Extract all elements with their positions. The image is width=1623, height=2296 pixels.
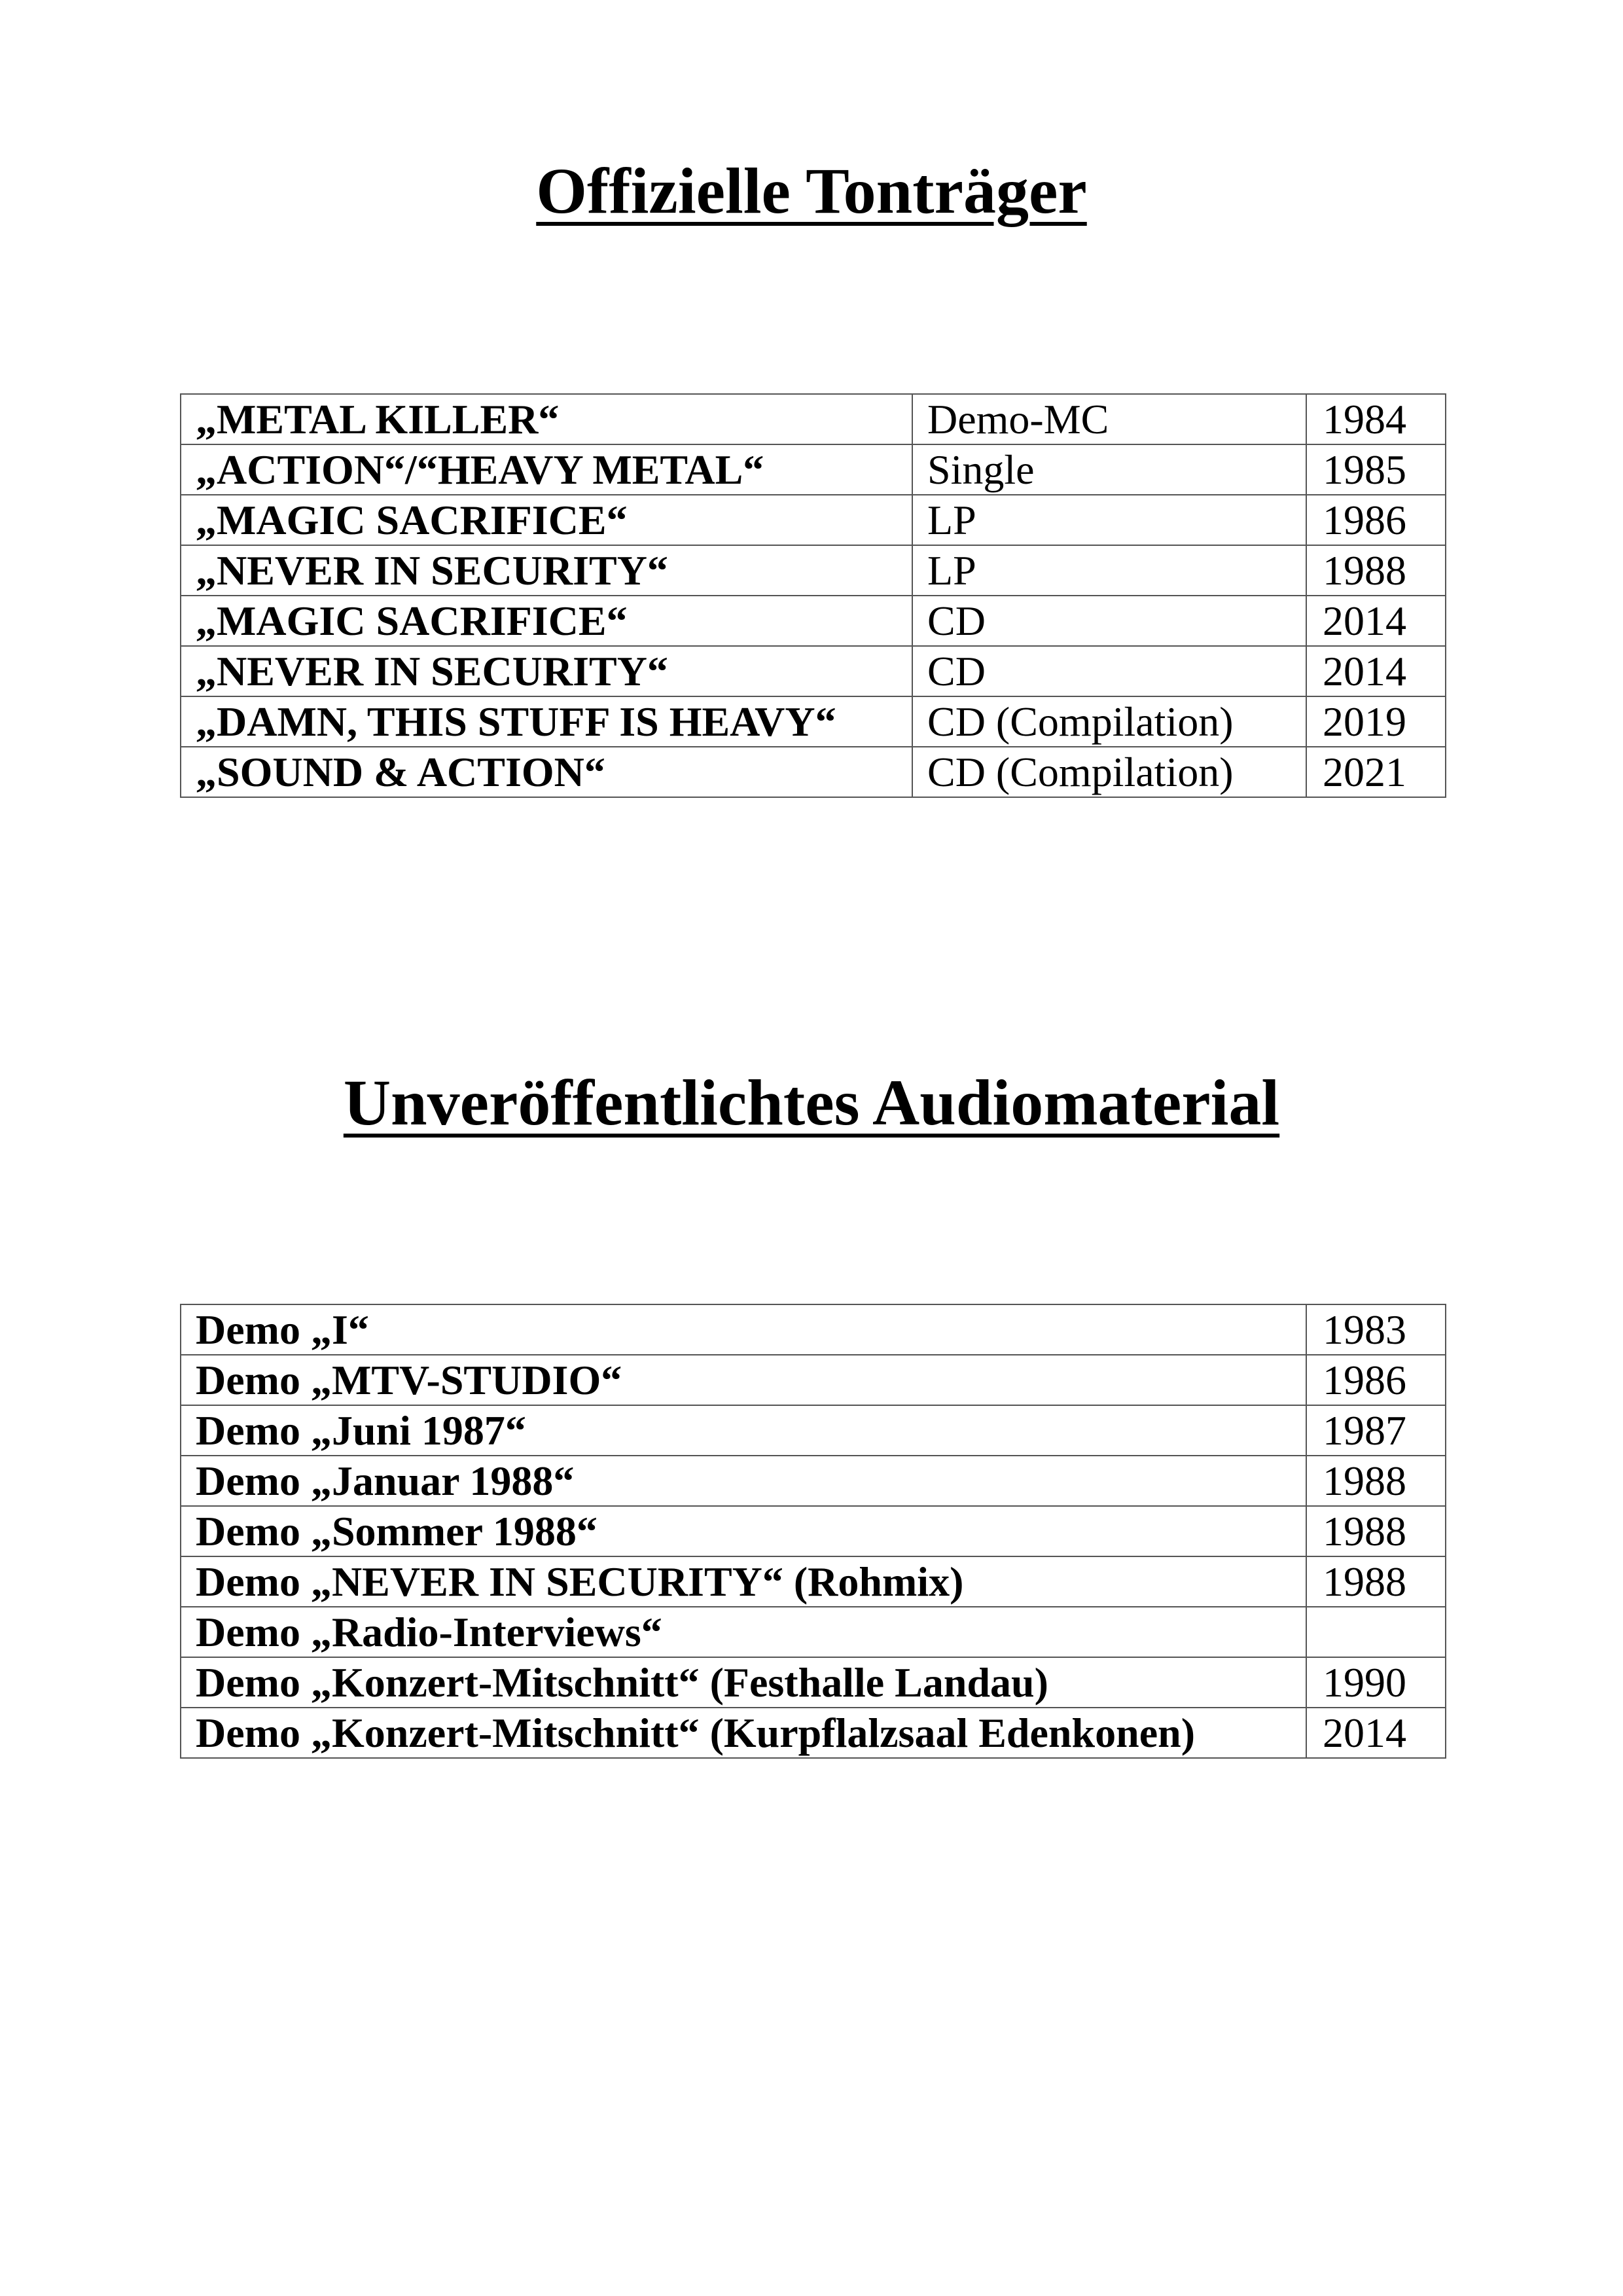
release-year: 2019 (1306, 696, 1446, 747)
heading-official-releases: Offizielle Tonträger (536, 154, 1087, 227)
recording-year (1306, 1607, 1446, 1657)
recording-year: 1990 (1306, 1657, 1446, 1708)
table-row (181, 1405, 1446, 1456)
release-year: 1986 (1306, 495, 1446, 545)
release-format: CD (912, 596, 1306, 646)
table-row (181, 1708, 1446, 1758)
release-format: CD (Compilation) (912, 747, 1306, 797)
table-row (181, 394, 1446, 444)
table-row (181, 1456, 1446, 1506)
release-year: 2021 (1306, 747, 1446, 797)
release-title: „NEVER IN SECURITY“ (181, 545, 912, 596)
recording-year: 1988 (1306, 1556, 1446, 1607)
unreleased-audio-table (180, 1304, 1446, 1759)
release-title: „ACTION“/“HEAVY METAL“ (181, 444, 912, 495)
recording-title: Demo „Konzert-Mitschnitt“ (Kurpflalzsaal Edenkonen) (181, 1708, 1306, 1758)
recording-year: 2014 (1306, 1708, 1446, 1758)
table-row (181, 696, 1446, 747)
release-format: Demo-MC (912, 394, 1306, 444)
release-format: CD (Compilation) (912, 696, 1306, 747)
recording-title: Demo „Radio-Interviews“ (181, 1607, 1306, 1657)
recording-year: 1986 (1306, 1355, 1446, 1405)
recording-title: Demo „Juni 1987“ (181, 1405, 1306, 1456)
table-row (181, 1657, 1446, 1708)
release-title: „MAGIC SACRIFICE“ (181, 596, 912, 646)
release-year: 2014 (1306, 596, 1446, 646)
table-row (181, 545, 1446, 596)
recording-year: 1987 (1306, 1405, 1446, 1456)
recording-year: 1988 (1306, 1456, 1446, 1506)
table-row (181, 495, 1446, 545)
recording-year: 1983 (1306, 1304, 1446, 1355)
heading-unreleased-audio: Unveröffentlichtes Audiomaterial (343, 1066, 1280, 1139)
release-title: „DAMN, THIS STUFF IS HEAVY“ (181, 696, 912, 747)
table-row (181, 1355, 1446, 1405)
table-row (181, 1506, 1446, 1556)
release-title: „SOUND & ACTION“ (181, 747, 912, 797)
release-year: 1984 (1306, 394, 1446, 444)
table-row (181, 444, 1446, 495)
recording-title: Demo „I“ (181, 1304, 1306, 1355)
release-year: 1985 (1306, 444, 1446, 495)
table-row (181, 1304, 1446, 1355)
recording-title: Demo „Januar 1988“ (181, 1456, 1306, 1506)
release-title: „METAL KILLER“ (181, 394, 912, 444)
release-format: LP (912, 545, 1306, 596)
recording-title: Demo „NEVER IN SECURITY“ (Rohmix) (181, 1556, 1306, 1607)
release-format: CD (912, 646, 1306, 696)
release-format: Single (912, 444, 1306, 495)
release-year: 2014 (1306, 646, 1446, 696)
recording-title: Demo „Sommer 1988“ (181, 1506, 1306, 1556)
recording-title: Demo „MTV-STUDIO“ (181, 1355, 1306, 1405)
table-row (181, 747, 1446, 797)
release-year: 1988 (1306, 545, 1446, 596)
table-row (181, 646, 1446, 696)
release-format: LP (912, 495, 1306, 545)
recording-year: 1988 (1306, 1506, 1446, 1556)
recording-title: Demo „Konzert-Mitschnitt“ (Festhalle Landau) (181, 1657, 1306, 1708)
release-title: „NEVER IN SECURITY“ (181, 646, 912, 696)
table-row (181, 1607, 1446, 1657)
official-releases-table (180, 393, 1446, 798)
table-row (181, 596, 1446, 646)
table-row (181, 1556, 1446, 1607)
release-title: „MAGIC SACRIFICE“ (181, 495, 912, 545)
